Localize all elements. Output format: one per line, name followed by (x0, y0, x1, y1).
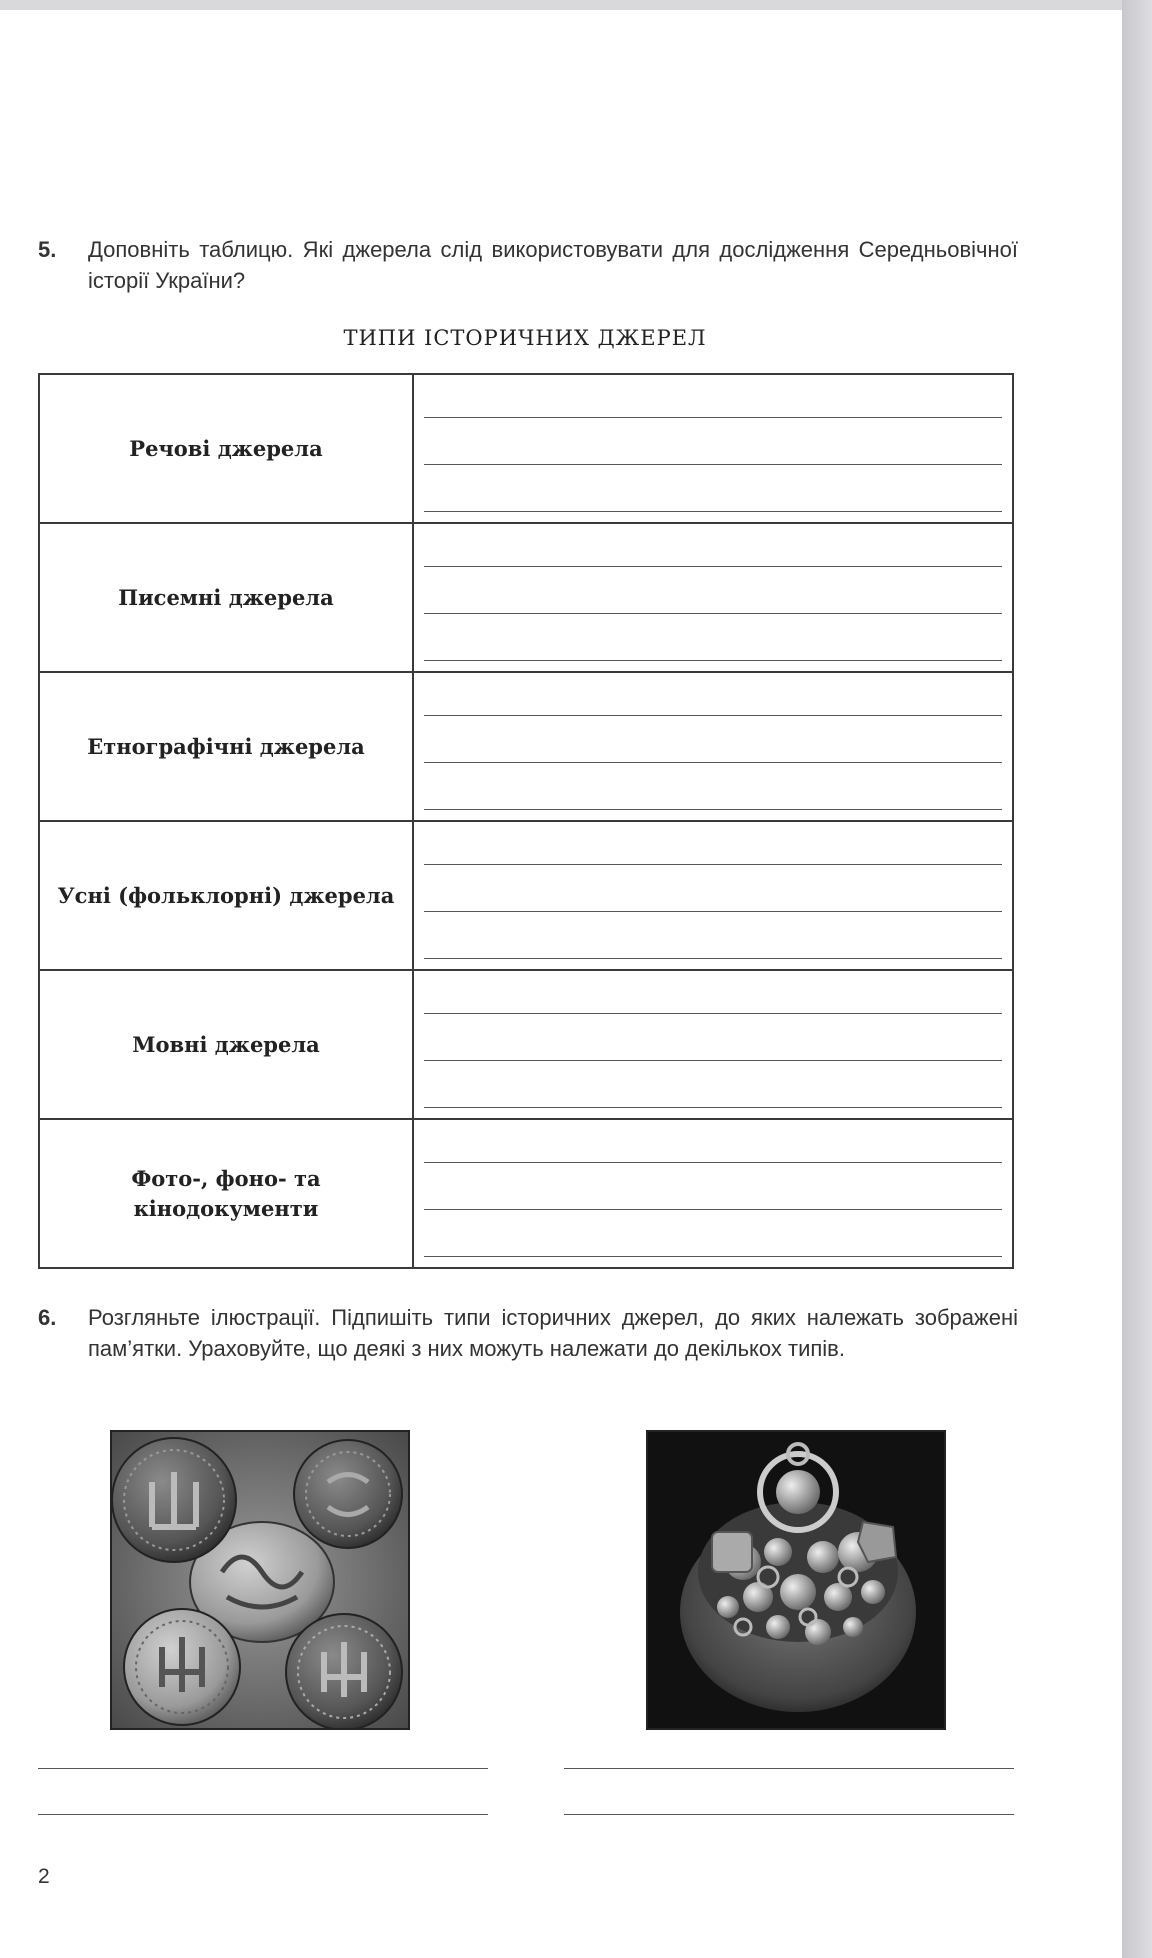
answer-cell[interactable] (413, 672, 1013, 821)
sources-table (38, 373, 1014, 1269)
task-6 (38, 1302, 1018, 1364)
answer-line (424, 1256, 1002, 1257)
table-row (39, 1119, 1013, 1268)
answer-cell[interactable] (413, 970, 1013, 1119)
answer-cell[interactable] (413, 374, 1013, 523)
table-title: ТИПИ ІСТОРИЧНИХ ДЖЕРЕЛ (343, 326, 707, 350)
answer-line[interactable] (38, 1768, 488, 1769)
task-number: 5. (38, 237, 57, 262)
answer-line (424, 1162, 1002, 1163)
table-row (39, 374, 1013, 523)
row-label: Етнографічні джерела (39, 672, 413, 821)
task-text: Розгляньте ілюстрації. Підпишіть типи історичних джерел, до яких належать зображені пам’ятки. Ураховуйте, що деякі з них можуть належати до декількох типів. (88, 1305, 1018, 1361)
row-label: Писемні джерела (39, 523, 413, 672)
answer-line (424, 566, 1002, 567)
answer-line (424, 715, 1002, 716)
answer-line[interactable] (564, 1814, 1014, 1815)
answer-line (424, 864, 1002, 865)
answer-line[interactable] (38, 1814, 488, 1815)
row-label: Фото-, фоно- та кінодокументи (39, 1119, 413, 1268)
row-label: Речові джерела (39, 374, 413, 523)
answer-line (424, 613, 1002, 614)
table-row (39, 523, 1013, 672)
treasure-image (646, 1430, 946, 1730)
row-label: Усні (фольклорні) джерела (39, 821, 413, 970)
page-number: 2 (38, 1865, 50, 1888)
answer-cell[interactable] (413, 523, 1013, 672)
answer-line (424, 1107, 1002, 1108)
answer-line (424, 1060, 1002, 1061)
answer-line (424, 1013, 1002, 1014)
answer-line[interactable] (564, 1768, 1014, 1769)
table-row (39, 970, 1013, 1119)
row-label: Мовні джерела (39, 970, 413, 1119)
answer-line (424, 660, 1002, 661)
answer-line (424, 464, 1002, 465)
answer-line (424, 511, 1002, 512)
task-5 (38, 234, 1018, 296)
coins-image (110, 1430, 410, 1730)
task-number: 6. (38, 1305, 57, 1330)
answer-line (424, 1209, 1002, 1210)
table-row (39, 821, 1013, 970)
task-text: Доповніть таблицю. Які джерела слід використовувати для дослідження Середньовічної історії України? (88, 237, 1018, 293)
answer-line (424, 809, 1002, 810)
answer-cell[interactable] (413, 1119, 1013, 1268)
answer-line (424, 417, 1002, 418)
answer-cell[interactable] (413, 821, 1013, 970)
answer-line (424, 762, 1002, 763)
window-edge (1122, 0, 1152, 1958)
workbook-page (0, 10, 1122, 1958)
answer-line (424, 911, 1002, 912)
table-row (39, 672, 1013, 821)
answer-line (424, 958, 1002, 959)
